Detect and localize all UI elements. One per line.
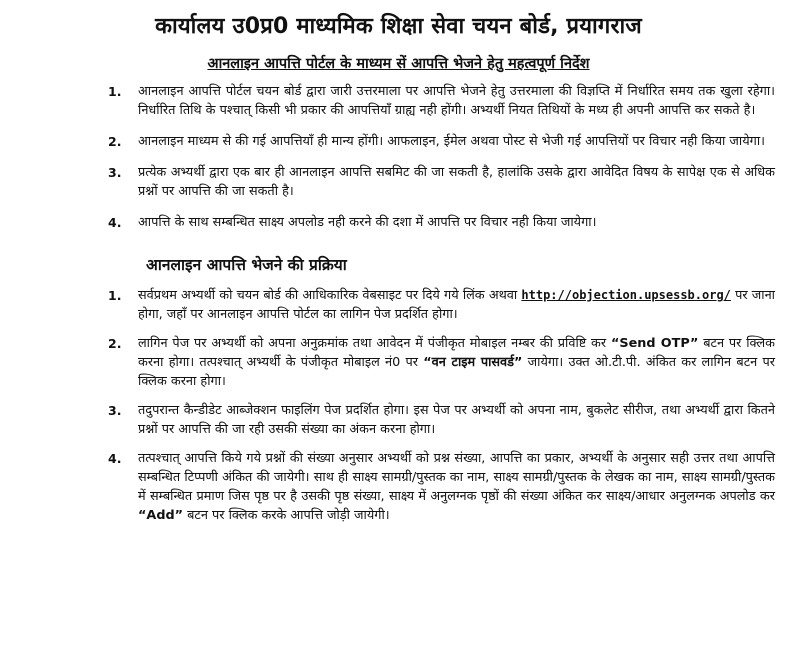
item-text [138, 334, 775, 391]
item-number: 4. [108, 215, 122, 230]
list-item [22, 334, 775, 391]
item-text [138, 286, 775, 324]
add-quote: “Add” [138, 508, 184, 523]
step-text-mid: बटन पर क्लिक करना होगा। तत्पश्चात् अभ्यर्थी के पंजीकृत मोबाइल नं0 पर [138, 336, 775, 370]
list-item [22, 401, 775, 439]
item-number: 1. [108, 288, 122, 303]
step-text-pre: तत्पश्चात् आपत्ति किये गये प्रश्नों की संख्या अनुसार अभ्यर्थी को प्रश्न संख्या, आपत्ति का प्रकार, अभ्यर्थी के अनुसार सही उत्तर तथा आपत्ति सम्बन्धित टिप्पणी अंकित की जायेगी। साथ ही साक्ष्य सामग्री/पुस्तक का नाम, साक्ष्य सामग्री/पुस्तक के लेखक का नाम, साक्ष्य सामग्री/पुस्तक में सम्बन्धित प्रमाण जिस पृष्ठ पर है उसकी पृष्ठ संख्या, साक्ष्य में अनुलग्नक पृष्ठों की संख्या अंकित कर साक्ष्य/आधार अनुलग्नक अपलोड कर [138, 451, 775, 504]
item-number: 1. [108, 84, 122, 99]
list-item [22, 213, 775, 232]
otp-quote: “वन टाइम पासवर्ड” [423, 355, 523, 370]
office-title: कार्यालय उ0प्र0 माध्यमिक शिक्षा सेवा चयन बोर्ड, प्रयागराज [155, 14, 642, 39]
process-heading: आनलाइन आपत्ति भेजने की प्रक्रिया [146, 256, 347, 274]
instructions-subtitle: आनलाइन आपत्ति पोर्टल के माध्यम सें आपत्ति भेजने हेतु महत्वपूर्ण निर्देश [207, 56, 590, 72]
item-text [138, 449, 775, 525]
instructions-list [22, 82, 775, 232]
list-item [22, 132, 775, 151]
send-otp-quote: “Send OTP” [610, 336, 699, 351]
list-item [22, 449, 775, 525]
item-number: 2. [108, 134, 122, 149]
document-page [0, 12, 789, 672]
list-item [22, 286, 775, 324]
objection-portal-link[interactable]: http://objection.upsessb.org/ [521, 288, 731, 302]
step-text-pre: लागिन पेज पर अभ्यर्थी को अपना अनुक्रमांक तथा आवेदन में पंजीकृत मोबाइल नम्बर की प्रविष्टि कर [138, 336, 611, 351]
item-text: तदुपरान्त कैन्डीडेट आब्जेक्शन फाइलिंग पेज प्रदर्शित होगा। इस पेज पर अभ्यर्थी को अपना नाम, बुकलेट सीरीज, तथा अभ्यर्थी द्वारा कितने प्रश्नों पर आपत्ति की जा रही उसकी संख्या का अंकन करना होगा। [138, 403, 775, 437]
item-number: 3. [108, 165, 122, 180]
list-item [22, 163, 775, 201]
item-text: प्रत्येक अभ्यर्थी द्वारा एक बार ही आनलाइन आपत्ति सबमिट की जा सकती है, हालांकि उसके द्वारा आवेदित विषय के सापेक्ष एक से अधिक प्रश्नों पर आपत्ति की जा सकती है। [138, 165, 775, 199]
item-text: आनलाइन माध्यम से की गई आपत्तियाँ ही मान्य होंगी। आफलाइन, ईमेल अथवा पोस्ट से भेजी गई आपत्तियों पर विचार नही किया जायेगा। [138, 134, 765, 149]
item-text: आनलाइन आपत्ति पोर्टल चयन बोर्ड द्वारा जारी उत्तरमाला पर आपत्ति भेजने हेतु उत्तरमाला की विज्ञप्ति में निर्धारित समय तक खुला रहेगा। निर्धारित तिथि के पश्चात् किसी भी प्रकार की आपत्तियाँ ग्राह्य नही होंगी। अभ्यर्थी नियत तिथियों के मध्य ही अपनी आपत्ति कर सकते है। [138, 84, 775, 118]
item-text: आपत्ति के साथ सम्बन्धित साक्ष्य अपलोड नही करने की दशा में आपत्ति पर विचार नही किया जायेगा। [138, 215, 597, 230]
item-number: 3. [108, 403, 122, 418]
step-text-post: पर जाना होगा, जहाँ पर आनलाइन आपत्ति पोर्टल का लागिन पेज प्रदर्शित होगा। [138, 288, 775, 322]
item-number: 4. [108, 451, 122, 466]
list-item [22, 82, 775, 120]
step-text-post: जायेगा। उक्त ओ.टी.पी. अंकित कर लागिन बटन पर क्लिक करना होगा। [138, 355, 775, 389]
step-text-pre: सर्वप्रथम अभ्यर्थी को चयन बोर्ड की आधिकारिक वेबसाइट पर दिये गये लिंक अथवा [138, 288, 522, 303]
process-steps-list [22, 286, 775, 525]
item-number: 2. [108, 336, 122, 351]
step-text-post: बटन पर क्लिक करके आपत्ति जोड़ी जायेगी। [183, 508, 390, 523]
